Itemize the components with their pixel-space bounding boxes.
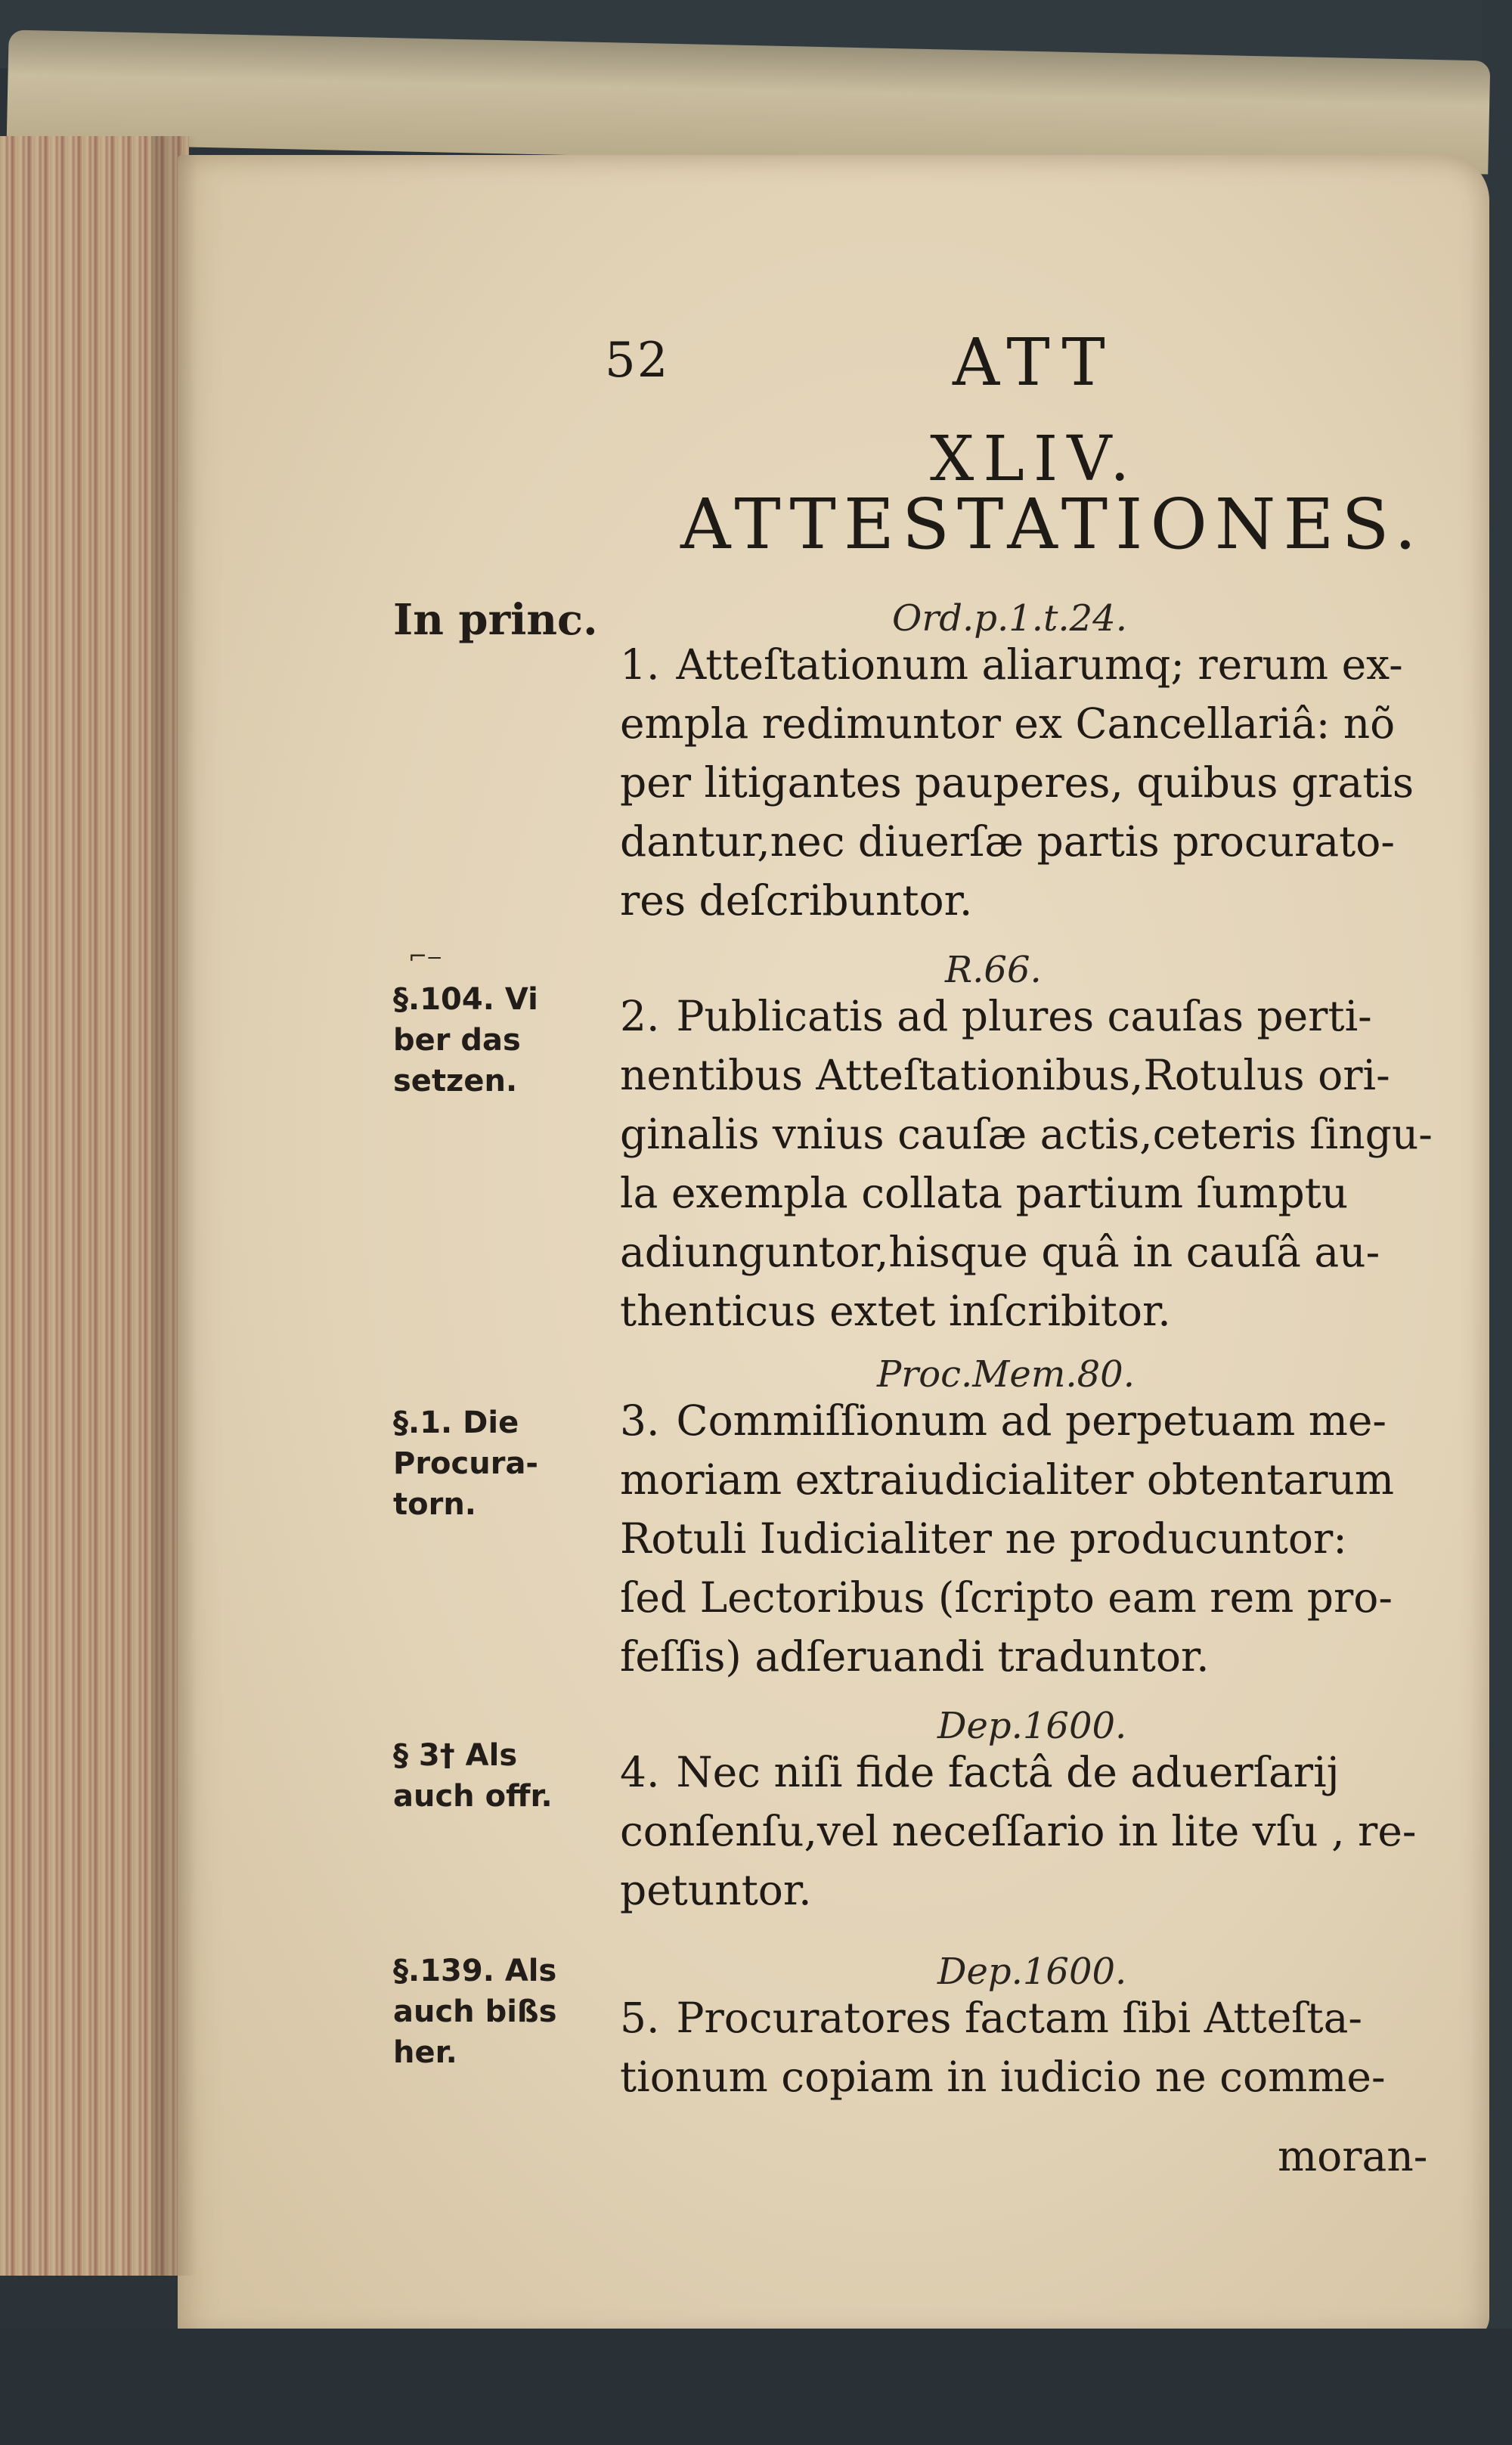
paragraph-line: Rotuli Iudicialiter ne producuntor: [620,1514,1347,1563]
source-reference: Ord.p.1.t.24. [892,597,1127,640]
source-reference: R.66. [945,949,1042,991]
margin-note: § 3† Als auch offr. [393,1738,553,1814]
paragraph-line: ginalis vnius cauſæ actis,ceteris ſingu- [620,1110,1433,1158]
paragraph-line: Procuratores factam ſibi Atteſta- [676,1994,1363,2042]
margin-note: In princ. [393,595,598,645]
paragraph-line: conſenſu,vel neceſſario in lite vſu , re- [620,1807,1417,1855]
paragraph [620,1988,1459,2106]
source-reference: Dep.1600. [937,1951,1127,1993]
paragraph-line: la exempla collata partium ſumptu [620,1169,1349,1217]
paragraph-number: 5. [620,1994,660,2042]
paragraph-line: empla redimuntor ex Cancellariâ: nõ [620,699,1396,748]
paragraph-line: Nec niſi fide factâ de aduerſarij [676,1748,1340,1796]
paragraph-line: res deſcribuntor. [620,876,973,925]
catchword: moran- [1278,2132,1428,2180]
paragraph-number: 4. [620,1748,660,1796]
margin-note: §.104. Vi ber das setzen. [393,982,538,1099]
paragraph [620,1743,1459,1920]
paragraph-line: dantur,nec diuerſæ partis procurato- [620,817,1395,866]
paragraph-number: 2. [620,992,660,1040]
paragraph [620,1391,1459,1686]
paragraph [620,987,1459,1340]
paragraph-line: feſſis) adſeruandi traduntor. [620,1632,1210,1681]
page-number: 52 [605,333,670,389]
paragraph-line: tionum copiam in iudicio ne comme- [620,2053,1386,2101]
paragraph-line: thenticus extet inſcribitor. [620,1287,1171,1335]
paragraph [620,635,1459,930]
paragraph-line: per litigantes pauperes, quibus gratis [620,758,1414,807]
margin-note: §.1. Die Procura- torn. [393,1405,539,1522]
paragraph-line: nentibus Atteſtationibus,Rotulus ori- [620,1051,1390,1099]
paragraph-line: Atteſtationum aliarumq; rerum ex- [676,640,1403,689]
paragraph-number: 1. [620,640,660,689]
source-reference: Proc.Mem.80. [877,1353,1135,1396]
paragraph-line: Publicatis ad plures cauſas perti- [676,992,1372,1040]
chapter-title: ATTESTATIONES. [680,484,1424,565]
running-head: ATT [953,325,1116,401]
gutter-shadow [151,136,197,2276]
chapter-number: XLIV. [930,423,1139,495]
paragraph-number: 3. [620,1396,660,1445]
margin-stroke: ⌐‒ [408,944,442,970]
source-reference: Dep.1600. [937,1705,1127,1747]
margin-note: §.139. Als auch bißs her. [393,1954,557,2070]
paragraph-line: petuntor. [620,1866,812,1914]
paragraph-line: Commiſſionum ad perpetuam me- [676,1396,1387,1445]
paragraph-line: adiunguntor,hisque quâ in cauſâ au- [620,1228,1380,1276]
paragraph-line: moriam extraiudicialiter obtentarum [620,1455,1395,1504]
paragraph-line: ſed Lectoribus (ſcripto eam rem pro- [620,1573,1393,1622]
background-bottom [0,2329,1512,2445]
